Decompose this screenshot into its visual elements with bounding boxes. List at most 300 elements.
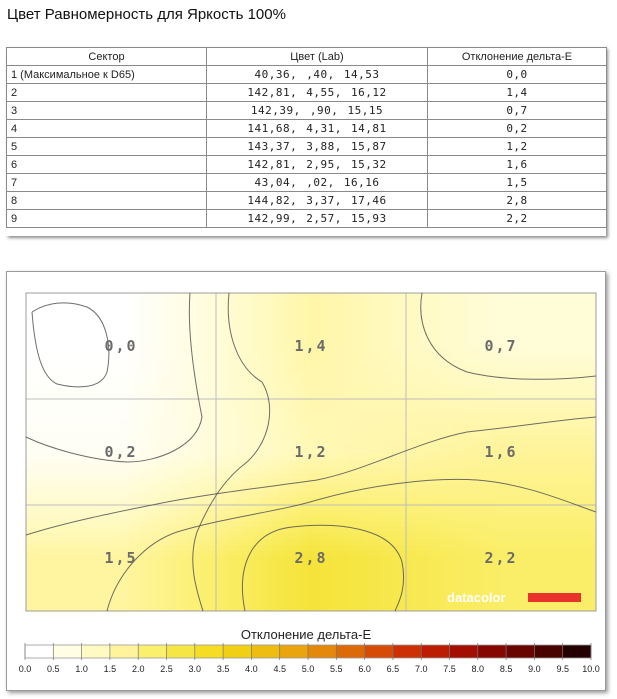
heatmap-cell: [296, 305, 303, 312]
heatmap-cell: [170, 425, 177, 432]
heatmap-cell: [140, 449, 147, 456]
heatmap-cell: [530, 467, 537, 474]
heatmap-cell: [272, 539, 279, 546]
heatmap-cell: [122, 359, 129, 366]
heatmap-cell: [242, 431, 249, 438]
heatmap-cell: [548, 383, 555, 390]
heatmap-cell: [140, 443, 147, 450]
heatmap-cell: [362, 497, 369, 504]
heatmap-cell: [308, 365, 315, 372]
heatmap-cell: [332, 389, 339, 396]
heatmap-cell: [86, 461, 93, 468]
heatmap-cell: [38, 401, 45, 408]
heatmap-cell: [272, 293, 279, 300]
heatmap-cell: [446, 407, 453, 414]
heatmap-cell: [350, 587, 357, 594]
heatmap-cell: [80, 551, 87, 558]
heatmap-cell: [200, 359, 207, 366]
heatmap-cell: [38, 383, 45, 390]
heatmap-cell: [44, 485, 51, 492]
heatmap-cell: [200, 455, 207, 462]
heatmap-cell: [260, 311, 267, 318]
heatmap-cell: [188, 575, 195, 582]
heatmap-cell: [338, 569, 345, 576]
heatmap-cell: [410, 365, 417, 372]
heatmap-cell: [86, 401, 93, 408]
heatmap-cell: [428, 419, 435, 426]
heatmap-cell: [584, 425, 591, 432]
heatmap-cell: [92, 425, 99, 432]
heatmap-cell: [452, 407, 459, 414]
heatmap-cell: [584, 311, 591, 318]
heatmap-cell: [278, 323, 285, 330]
heatmap-cell: [176, 329, 183, 336]
heatmap-cell: [218, 413, 225, 420]
heatmap-cell: [248, 293, 255, 300]
heatmap-cell: [470, 443, 477, 450]
heatmap-cell: [374, 521, 381, 528]
heatmap-cell: [158, 599, 165, 606]
heatmap-cell: [386, 563, 393, 570]
heatmap-cell: [416, 575, 423, 582]
heatmap-cell: [368, 491, 375, 498]
heatmap-cell: [488, 317, 495, 324]
heatmap-cell: [74, 491, 81, 498]
heatmap-cell: [494, 317, 501, 324]
heatmap-cell: [350, 497, 357, 504]
heatmap-cell: [368, 443, 375, 450]
heatmap-cell: [434, 539, 441, 546]
heatmap-cell: [92, 395, 99, 402]
heatmap-cell: [86, 407, 93, 414]
heatmap-cell: [530, 461, 537, 468]
heatmap-cell: [446, 449, 453, 456]
heatmap-cell: [350, 479, 357, 486]
heatmap-cell: [62, 551, 69, 558]
heatmap-cell: [554, 587, 561, 594]
uniformity-heatmap: [7, 272, 605, 690]
heatmap-cell: [578, 545, 585, 552]
heatmap-cell: [374, 407, 381, 414]
heatmap-cell: [446, 353, 453, 360]
heatmap-cell: [278, 575, 285, 582]
heatmap-cell: [44, 293, 51, 300]
heatmap-cell: [434, 365, 441, 372]
heatmap-cell: [374, 425, 381, 432]
heatmap-cell: [26, 461, 33, 468]
heatmap-cell: [146, 335, 153, 342]
heatmap-cell: [206, 329, 213, 336]
heatmap-cell: [434, 599, 441, 606]
heatmap-cell: [260, 419, 267, 426]
heatmap-cell: [260, 449, 267, 456]
heatmap-cell: [122, 311, 129, 318]
heatmap-cell: [188, 455, 195, 462]
heatmap-cell: [386, 473, 393, 480]
heatmap-cell: [260, 557, 267, 564]
heatmap-cell: [338, 365, 345, 372]
heatmap-cell: [560, 347, 567, 354]
heatmap-cell: [482, 407, 489, 414]
heatmap-cell: [584, 329, 591, 336]
heatmap-cell: [32, 539, 39, 546]
heatmap-cell: [320, 479, 327, 486]
heatmap-cell: [362, 305, 369, 312]
heatmap-cell: [86, 509, 93, 516]
heatmap-cell: [398, 353, 405, 360]
heatmap-cell: [566, 317, 573, 324]
heatmap-cell: [62, 311, 69, 318]
heatmap-cell: [476, 545, 483, 552]
heatmap-cell: [326, 311, 333, 318]
heatmap-cell: [110, 407, 117, 414]
heatmap-cell: [68, 455, 75, 462]
heatmap-cell: [56, 353, 63, 360]
heatmap-cell: [494, 359, 501, 366]
heatmap-cell: [410, 299, 417, 306]
heatmap-cell: [302, 413, 309, 420]
heatmap-cell: [542, 581, 549, 588]
heatmap-cell: [500, 317, 507, 324]
heatmap-cell: [164, 539, 171, 546]
heatmap-cell: [326, 527, 333, 534]
heatmap-cell: [314, 485, 321, 492]
heatmap-cell: [128, 473, 135, 480]
heatmap-cell: [422, 467, 429, 474]
heatmap-cell: [92, 335, 99, 342]
heatmap-cell: [566, 467, 573, 474]
heatmap-cell: [428, 311, 435, 318]
heatmap-cell: [302, 359, 309, 366]
heatmap-cell: [434, 413, 441, 420]
heatmap-cell: [458, 299, 465, 306]
heatmap-cell: [470, 329, 477, 336]
heatmap-cell: [152, 557, 159, 564]
heatmap-cell: [350, 509, 357, 516]
heatmap-cell: [386, 407, 393, 414]
heatmap-cell: [578, 515, 585, 522]
heatmap-cell: [206, 527, 213, 534]
heatmap-cell: [164, 557, 171, 564]
heatmap-cell: [440, 527, 447, 534]
heatmap-cell: [470, 353, 477, 360]
heatmap-cell: [38, 317, 45, 324]
heatmap-cell: [62, 491, 69, 498]
heatmap-cell: [122, 377, 129, 384]
heatmap-cell: [380, 569, 387, 576]
heatmap-cell: [560, 443, 567, 450]
heatmap-cell: [458, 479, 465, 486]
heatmap-cell: [560, 587, 567, 594]
heatmap-cell: [284, 551, 291, 558]
heatmap-cell: [128, 521, 135, 528]
heatmap-cell: [278, 587, 285, 594]
heatmap-cell: [500, 533, 507, 540]
heatmap-cell: [290, 527, 297, 534]
heatmap-cell: [356, 377, 363, 384]
heatmap-cell: [104, 587, 111, 594]
heatmap-cell: [434, 497, 441, 504]
heatmap-cell: [374, 563, 381, 570]
heatmap-cell: [326, 419, 333, 426]
delta-e-cell: 1,6: [428, 156, 607, 174]
heatmap-cell: [236, 419, 243, 426]
heatmap-cell: [344, 305, 351, 312]
heatmap-cell: [62, 467, 69, 474]
heatmap-cell: [344, 311, 351, 318]
heatmap-cell: [494, 401, 501, 408]
heatmap-cell: [98, 503, 105, 510]
heatmap-cell: [218, 593, 225, 600]
heatmap-cell: [128, 431, 135, 438]
heatmap-cell: [548, 347, 555, 354]
heatmap-cell: [440, 323, 447, 330]
heatmap-cell: [386, 425, 393, 432]
heatmap-cell: [152, 311, 159, 318]
heatmap-cell: [350, 443, 357, 450]
heatmap-cell: [56, 515, 63, 522]
heatmap-cell: [26, 515, 33, 522]
heatmap-cell: [284, 473, 291, 480]
heatmap-cell: [278, 455, 285, 462]
heatmap-cell: [296, 329, 303, 336]
heatmap-cell: [44, 341, 51, 348]
heatmap-cell: [362, 389, 369, 396]
heatmap-cell: [368, 311, 375, 318]
heatmap-cell: [188, 557, 195, 564]
heatmap-cell: [56, 461, 63, 468]
heatmap-cell: [506, 473, 513, 480]
heatmap-cell: [464, 305, 471, 312]
heatmap-cell: [392, 569, 399, 576]
heatmap-cell: [62, 293, 69, 300]
heatmap-cell: [164, 401, 171, 408]
heatmap-cell: [38, 299, 45, 306]
heatmap-cell: [506, 311, 513, 318]
heatmap-cell: [302, 395, 309, 402]
heatmap-cell: [536, 425, 543, 432]
heatmap-cell: [98, 419, 105, 426]
heatmap-cell: [128, 311, 135, 318]
heatmap-cell: [422, 317, 429, 324]
heatmap-cell: [326, 383, 333, 390]
heatmap-cell: [224, 443, 231, 450]
heatmap-cell: [440, 503, 447, 510]
heatmap-cell: [182, 515, 189, 522]
heatmap-cell: [410, 413, 417, 420]
heatmap-cell: [170, 515, 177, 522]
heatmap-cell: [242, 437, 249, 444]
heatmap-cell: [266, 599, 273, 606]
heatmap-cell: [560, 401, 567, 408]
heatmap-cell: [548, 365, 555, 372]
heatmap-cell: [398, 299, 405, 306]
heatmap-cell: [506, 503, 513, 510]
heatmap-cell: [56, 563, 63, 570]
heatmap-cell: [446, 473, 453, 480]
heatmap-cell: [476, 563, 483, 570]
heatmap-cell: [560, 407, 567, 414]
heatmap-cell: [314, 383, 321, 390]
heatmap-cell: [248, 467, 255, 474]
heatmap-cell: [416, 509, 423, 516]
heatmap-cell: [92, 443, 99, 450]
heatmap-cell: [416, 305, 423, 312]
heatmap-cell: [386, 545, 393, 552]
heatmap-cell: [212, 479, 219, 486]
heatmap-cell: [566, 365, 573, 372]
heatmap-cell: [26, 509, 33, 516]
heatmap-cell: [200, 539, 207, 546]
heatmap-cell: [392, 353, 399, 360]
heatmap-cell: [572, 449, 579, 456]
heatmap-cell: [356, 419, 363, 426]
heatmap-cell: [470, 401, 477, 408]
heatmap-cell: [230, 305, 237, 312]
heatmap-cell: [302, 593, 309, 600]
heatmap-cell: [482, 317, 489, 324]
heatmap-cell: [260, 461, 267, 468]
heatmap-cell: [332, 407, 339, 414]
heatmap-cell: [278, 443, 285, 450]
heatmap-cell: [86, 443, 93, 450]
heatmap-cell: [134, 413, 141, 420]
heatmap-cell: [434, 407, 441, 414]
heatmap-cell: [362, 491, 369, 498]
heatmap-cell: [488, 509, 495, 516]
heatmap-cell: [110, 413, 117, 420]
heatmap-cell: [524, 545, 531, 552]
heatmap-cell: [440, 485, 447, 492]
heatmap-cell: [182, 461, 189, 468]
heatmap-cell: [548, 581, 555, 588]
heatmap-cell: [32, 587, 39, 594]
heatmap-cell: [446, 347, 453, 354]
heatmap-cell: [152, 395, 159, 402]
heatmap-cell: [488, 491, 495, 498]
heatmap-cell: [476, 503, 483, 510]
heatmap-cell: [68, 425, 75, 432]
heatmap-cell: [296, 413, 303, 420]
heatmap-cell: [536, 563, 543, 570]
heatmap-cell: [170, 587, 177, 594]
heatmap-cell: [506, 395, 513, 402]
heatmap-cell: [416, 527, 423, 534]
heatmap-cell: [332, 395, 339, 402]
heatmap-cell: [380, 581, 387, 588]
heatmap-cell: [272, 503, 279, 510]
heatmap-cell: [74, 407, 81, 414]
heatmap-cell: [470, 515, 477, 522]
heatmap-cell: [380, 563, 387, 570]
heatmap-cell: [158, 521, 165, 528]
heatmap-cell: [404, 371, 411, 378]
heatmap-cell: [44, 515, 51, 522]
heatmap-cell: [248, 503, 255, 510]
heatmap-cell: [386, 515, 393, 522]
heatmap-cell: [458, 443, 465, 450]
heatmap-cell: [134, 575, 141, 582]
heatmap-cell: [356, 581, 363, 588]
heatmap-cell: [182, 575, 189, 582]
heatmap-cell: [182, 407, 189, 414]
heatmap-cell: [110, 521, 117, 528]
heatmap-cell: [560, 449, 567, 456]
heatmap-cell: [332, 497, 339, 504]
heatmap-cell: [188, 383, 195, 390]
heatmap-cell: [218, 545, 225, 552]
heatmap-cell: [566, 383, 573, 390]
heatmap-cell: [218, 323, 225, 330]
sector-cell: 5: [7, 138, 207, 156]
heatmap-cell: [122, 587, 129, 594]
heatmap-cell: [122, 581, 129, 588]
heatmap-cell: [230, 479, 237, 486]
heatmap-cell: [284, 467, 291, 474]
heatmap-cell: [542, 467, 549, 474]
heatmap-cell: [176, 473, 183, 480]
heatmap-cell: [146, 347, 153, 354]
heatmap-cell: [566, 413, 573, 420]
heatmap-cell: [446, 329, 453, 336]
heatmap-cell: [380, 425, 387, 432]
heatmap-cell: [74, 335, 81, 342]
heatmap-cell: [92, 557, 99, 564]
heatmap-cell: [116, 359, 123, 366]
heatmap-cell: [542, 317, 549, 324]
heatmap-cell: [224, 467, 231, 474]
lab-value-cell: 43,04, ,02, 16,16: [207, 174, 428, 192]
heatmap-cell: [188, 587, 195, 594]
heatmap-cell: [176, 563, 183, 570]
heatmap-cell: [452, 545, 459, 552]
heatmap-cell: [314, 473, 321, 480]
heatmap-cell: [500, 575, 507, 582]
heatmap-cell: [164, 395, 171, 402]
heatmap-cell: [32, 449, 39, 456]
heatmap-cell: [416, 485, 423, 492]
heatmap-cell: [482, 503, 489, 510]
heatmap-cell: [62, 515, 69, 522]
heatmap-cell: [356, 407, 363, 414]
heatmap-cell: [458, 527, 465, 534]
heatmap-cell: [518, 599, 525, 606]
heatmap-cell: [518, 587, 525, 594]
heatmap-cell: [566, 437, 573, 444]
heatmap-cell: [404, 425, 411, 432]
heatmap-cell: [68, 329, 75, 336]
heatmap-cell: [488, 497, 495, 504]
heatmap-cell: [410, 533, 417, 540]
heatmap-cell: [110, 395, 117, 402]
lab-value-cell: 144,82, 3,37, 17,46: [207, 192, 428, 210]
heatmap-cell: [386, 581, 393, 588]
heatmap-cell: [152, 527, 159, 534]
heatmap-cell: [74, 575, 81, 582]
heatmap-cell: [86, 497, 93, 504]
heatmap-cell: [530, 425, 537, 432]
heatmap-cell: [116, 401, 123, 408]
heatmap-cell: [56, 317, 63, 324]
heatmap-cell: [458, 437, 465, 444]
heatmap-cell: [206, 467, 213, 474]
heatmap-cell: [356, 491, 363, 498]
heatmap-cell: [572, 335, 579, 342]
heatmap-cell: [482, 497, 489, 504]
heatmap-cell: [332, 467, 339, 474]
heatmap-cell: [38, 293, 45, 300]
heatmap-cell: [272, 407, 279, 414]
